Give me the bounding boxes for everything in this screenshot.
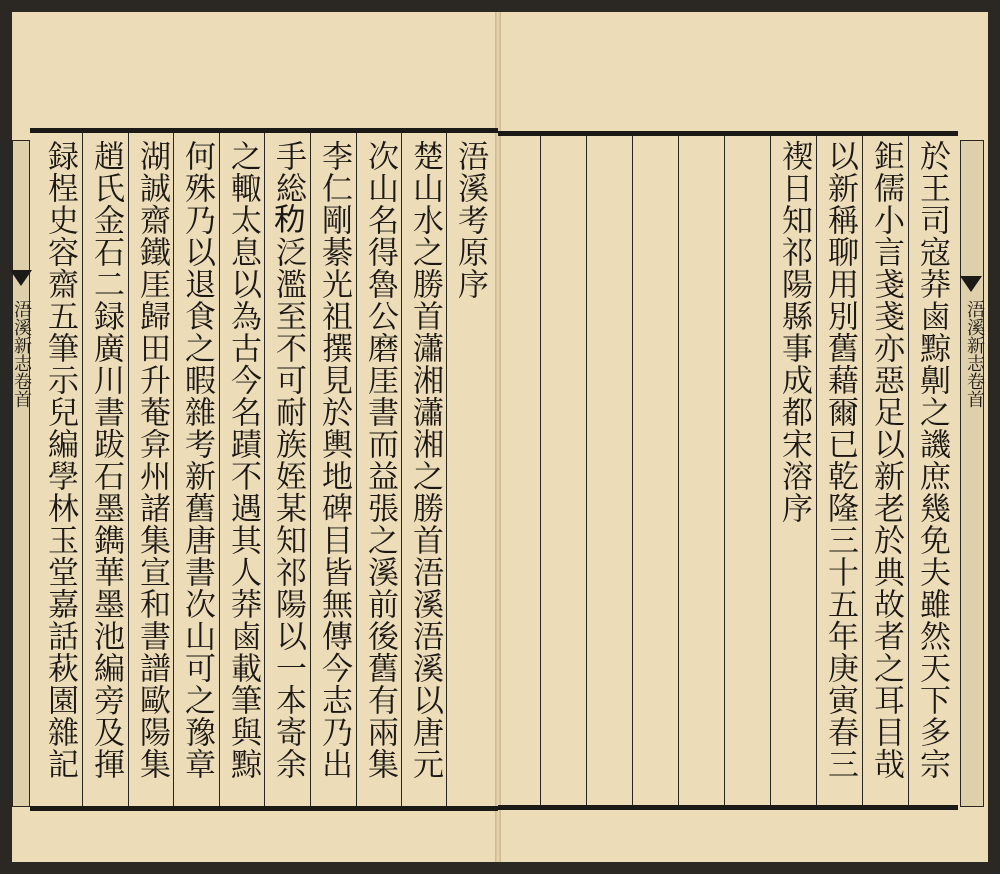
right-column-rule [816,136,817,805]
left-edge-label: 浯溪新志卷首 [11,300,32,408]
right-column-rule [908,136,909,805]
right-edge-label: 浯溪新志卷首 [964,300,985,408]
right-column-rule [678,136,679,805]
left-fold-edge [12,140,30,807]
text-column: 楚山水之勝首瀟湘瀟湘之勝首浯溪浯溪以唐元 [407,140,443,780]
text-column: 録桯史容齋五筆示兒編學林玉堂嘉話萩園雜記 [42,140,78,780]
book-gutter [495,12,501,862]
right-column-rule [724,136,725,805]
left-column-rule [82,133,83,806]
text-column: 何殊乃以退食之暇雜考新舊唐書次山可之豫章 [179,140,215,780]
left-bottom-border [30,806,498,811]
text-column: 趙氏金石二録廣川書跋石墨鐫華墨池編旁及揮 [88,140,124,780]
text-column: 次山名得魯公磨厓書而益張之溪前後舊有兩集 [362,140,398,780]
preface-title: 浯溪考原序 [452,140,488,300]
text-column: 李仁剛綦光祖撰見於輿地碑目皆無傳今志乃出 [316,140,352,780]
right-column-rule [540,136,541,805]
right-fold-edge [960,140,984,807]
right-column-rule [586,136,587,805]
text-column: 於王司寇莽鹵黥劓之譏庶幾免夫雖然天下多宗 [914,140,950,780]
text-column: 以新稱聊用別舊藉爾已乾隆三十五年庚寅春三 [822,140,858,780]
text-column: 湖誠齋鐵厓歸田升菴弇州諸集宣和書譜歐陽集 [134,140,170,780]
text-column: 之輙太息以為古今名蹟不遇其人莽鹵載筆與黥 [225,140,261,780]
text-column: 手総𥝢泛濫至不可耐族姪某知祁陽以一本寄余 [270,140,306,780]
right-bottom-border [498,805,958,810]
right-column-rule [862,136,863,805]
left-column-rule [356,133,357,806]
left-column-rule [128,133,129,806]
left-column-rule [219,133,220,806]
right-column-rule [770,136,771,805]
text-column: 鉅儒小言戔戔亦惡足以新老於典故者之耳目哉 [868,140,904,780]
right-column-rule [632,136,633,805]
text-column: 禊日知祁陽縣事成都宋溶序 [776,140,812,524]
left-column-rule [310,133,311,806]
right-top-border [498,131,958,136]
